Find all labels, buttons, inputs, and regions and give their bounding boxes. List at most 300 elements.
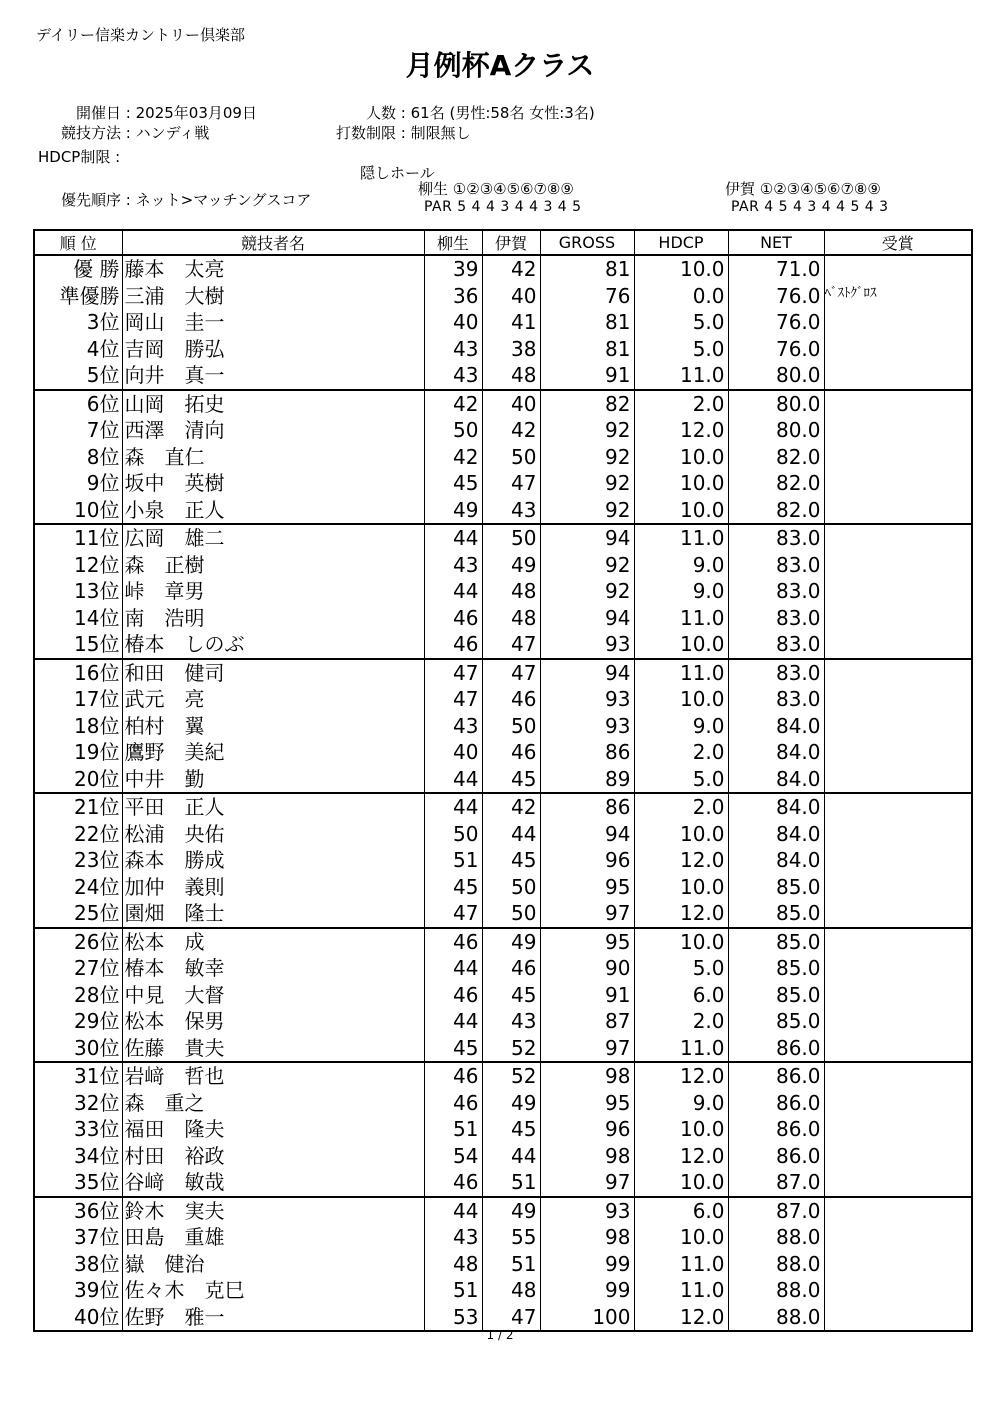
course2-score: 45 [482,766,540,794]
gross-score: 97 [540,1169,634,1197]
table-row [34,1251,972,1278]
name-cell: 平田 正人 [122,793,424,821]
meta-limit [300,122,471,143]
course1-par: PAR 5 4 4 3 4 4 3 4 5 [424,199,582,215]
rank-cell: 8位 [34,444,122,471]
gross-score: 86 [540,739,634,766]
rank-cell: 35位 [34,1169,122,1197]
count-label: 人数 [365,104,396,122]
net-score: 82.0 [728,497,824,525]
net-score: 83.0 [728,605,824,632]
rank-cell: 32位 [34,1090,122,1117]
course2-score: 50 [482,900,540,928]
course2-score: 44 [482,1143,540,1170]
hdcp-value: 5.0 [634,309,728,336]
colon: : [125,191,131,209]
course1-score: 50 [424,821,482,848]
table-row [34,362,972,390]
course1-hole-numbers: ①②③④⑤⑥⑦⑧⑨ [452,180,574,198]
course1-score: 39 [424,255,482,283]
net-score: 85.0 [728,928,824,956]
course1-score: 46 [424,1090,482,1117]
course2-score: 50 [482,524,540,552]
hdcp-value: 9.0 [634,552,728,579]
award-cell [824,1304,972,1332]
hdcp-value: 10.0 [634,821,728,848]
award-cell [824,362,972,390]
gross-score: 97 [540,900,634,928]
course1-score: 48 [424,1251,482,1278]
award-cell [824,955,972,982]
gross-score: 95 [540,1090,634,1117]
table-row [34,659,972,687]
net-score: 87.0 [728,1197,824,1225]
course1-score: 46 [424,982,482,1009]
net-score: 80.0 [728,417,824,444]
hdcp-value: 9.0 [634,1090,728,1117]
table-row [34,497,972,525]
award-cell [824,1277,972,1304]
hdcp-value: 5.0 [634,766,728,794]
net-score: 82.0 [728,470,824,497]
rank-cell: 18位 [34,713,122,740]
hdcp-value: 10.0 [634,444,728,471]
name-cell: 園畑 隆士 [122,900,424,928]
gross-score: 93 [540,631,634,659]
hdcp-value: 11.0 [634,605,728,632]
header-net: NET [728,230,824,255]
gross-score: 92 [540,578,634,605]
course2-score: 48 [482,362,540,390]
gross-score: 81 [540,255,634,283]
course1-score: 49 [424,497,482,525]
course1-score: 43 [424,713,482,740]
net-score: 86.0 [728,1090,824,1117]
award-cell [824,928,972,956]
rank-cell: 25位 [34,900,122,928]
header-award: 受賞 [824,230,972,255]
gross-score: 90 [540,955,634,982]
rank-cell: 4位 [34,336,122,363]
rank-cell: 40位 [34,1304,122,1332]
award-cell [824,1197,972,1225]
course1-holes [418,178,574,199]
table-row [34,390,972,418]
header-gross: GROSS [540,230,634,255]
course2-score: 45 [482,982,540,1009]
award-cell [824,793,972,821]
net-score: 87.0 [728,1169,824,1197]
table-row [34,1143,972,1170]
net-score: 88.0 [728,1304,824,1332]
course2-score: 47 [482,631,540,659]
name-cell: 松浦 央佑 [122,821,424,848]
rank-cell: 12位 [34,552,122,579]
meta-priority [36,189,311,210]
net-score: 86.0 [728,1062,824,1090]
header-name: 競技者名 [122,230,424,255]
hdcp-value: 2.0 [634,390,728,418]
course2-score: 51 [482,1169,540,1197]
award-cell [824,1169,972,1197]
name-cell: 吉岡 勝弘 [122,336,424,363]
hdcp-value: 6.0 [634,1197,728,1225]
table-row [34,1008,972,1035]
course1-score: 43 [424,362,482,390]
award-cell [824,900,972,928]
course2-score: 50 [482,874,540,901]
hdcp-value: 12.0 [634,1143,728,1170]
net-score: 84.0 [728,766,824,794]
hdcp-value: 10.0 [634,686,728,713]
award-cell [824,605,972,632]
count-value: 61名 (男性:58名 女性:3名) [410,104,595,122]
net-score: 83.0 [728,552,824,579]
table-row [34,1224,972,1251]
net-score: 85.0 [728,982,824,1009]
header-course2: 伊賀 [482,230,540,255]
name-cell: 椿本 しのぶ [122,631,424,659]
course1-score: 51 [424,1116,482,1143]
award-cell [824,713,972,740]
course2-score: 52 [482,1062,540,1090]
course1-score: 54 [424,1143,482,1170]
course1-score: 50 [424,417,482,444]
course2-score: 50 [482,713,540,740]
gross-score: 81 [540,336,634,363]
rank-cell: 26位 [34,928,122,956]
gross-score: 95 [540,928,634,956]
table-row [34,1035,972,1063]
course1-score: 46 [424,605,482,632]
name-cell: 南 浩明 [122,605,424,632]
course2-score: 43 [482,497,540,525]
course2-score: 47 [482,470,540,497]
award-cell [824,309,972,336]
gross-score: 98 [540,1143,634,1170]
table-row [34,605,972,632]
award-cell [824,390,972,418]
award-cell [824,1251,972,1278]
hdcp-value: 10.0 [634,255,728,283]
hdcp-value: 10.0 [634,631,728,659]
net-score: 83.0 [728,659,824,687]
gross-score: 91 [540,982,634,1009]
rank-cell: 優 勝 [34,255,122,283]
colon: : [115,148,121,166]
award-cell [824,821,972,848]
name-cell: 松本 保男 [122,1008,424,1035]
award-cell [824,631,972,659]
net-score: 80.0 [728,390,824,418]
course1-score: 53 [424,1304,482,1332]
hdcp-value: 0.0 [634,283,728,310]
rank-cell: 29位 [34,1008,122,1035]
table-header-row [34,230,972,255]
course1-score: 46 [424,1169,482,1197]
net-score: 85.0 [728,1008,824,1035]
hdcp-value: 11.0 [634,524,728,552]
table-row [34,1197,972,1225]
rank-cell: 39位 [34,1277,122,1304]
net-score: 88.0 [728,1277,824,1304]
course1-score: 43 [424,1224,482,1251]
course1-score: 44 [424,955,482,982]
course2-score: 46 [482,739,540,766]
award-cell [824,739,972,766]
name-cell: 椿本 敏幸 [122,955,424,982]
gross-score: 92 [540,470,634,497]
course1-score: 44 [424,1008,482,1035]
award-cell [824,659,972,687]
hdcp-value: 9.0 [634,578,728,605]
course1-score: 47 [424,686,482,713]
course2-score: 46 [482,686,540,713]
course2-score: 43 [482,1008,540,1035]
award-cell [824,470,972,497]
course1-score: 46 [424,631,482,659]
table-row [34,713,972,740]
net-score: 85.0 [728,900,824,928]
gross-score: 96 [540,847,634,874]
table-row [34,793,972,821]
gross-score: 91 [540,362,634,390]
hdcp-value: 10.0 [634,928,728,956]
rank-cell: 13位 [34,578,122,605]
course1-score: 44 [424,1197,482,1225]
gross-score: 92 [540,417,634,444]
date-label: 開催日 [75,104,121,122]
header-rank: 順 位 [34,230,122,255]
course1-score: 47 [424,659,482,687]
award-cell [824,255,972,283]
rank-cell: 14位 [34,605,122,632]
net-score: 76.0 [728,309,824,336]
colon: : [125,124,131,142]
hdcp-value: 10.0 [634,874,728,901]
gross-score: 81 [540,309,634,336]
hdcp-value: 12.0 [634,847,728,874]
rank-cell: 9位 [34,470,122,497]
rank-cell: 38位 [34,1251,122,1278]
course2-score: 49 [482,1197,540,1225]
hdcp-value: 6.0 [634,982,728,1009]
name-cell: 広岡 雄二 [122,524,424,552]
table-row [34,1277,972,1304]
name-cell: 小泉 正人 [122,497,424,525]
hdcp-label: HDCP制限 [38,148,111,166]
gross-score: 99 [540,1277,634,1304]
course2-score: 49 [482,1090,540,1117]
header-course1: 柳生 [424,230,482,255]
award-cell [824,1143,972,1170]
hdcp-value: 11.0 [634,1251,728,1278]
course1-score: 45 [424,874,482,901]
name-cell: 峠 章男 [122,578,424,605]
gross-score: 94 [540,524,634,552]
name-cell: 武元 亮 [122,686,424,713]
hdcp-value: 2.0 [634,739,728,766]
header-hdcp: HDCP [634,230,728,255]
table-row [34,1304,972,1332]
name-cell: 森 重之 [122,1090,424,1117]
course1-score: 51 [424,1277,482,1304]
table-row [34,309,972,336]
rank-cell: 24位 [34,874,122,901]
rank-cell: 7位 [34,417,122,444]
meta-hdcp [38,146,120,167]
rank-cell: 11位 [34,524,122,552]
award-cell [824,874,972,901]
table-row [34,739,972,766]
colon: : [400,104,406,122]
gross-score: 98 [540,1224,634,1251]
award-cell [824,847,972,874]
gross-score: 93 [540,686,634,713]
course2-holes [725,178,881,199]
hdcp-value: 5.0 [634,955,728,982]
hdcp-value: 10.0 [634,1116,728,1143]
table-row [34,524,972,552]
rank-cell: 30位 [34,1035,122,1063]
award-cell [824,524,972,552]
name-cell: 岩﨑 哲也 [122,1062,424,1090]
hdcp-value: 12.0 [634,417,728,444]
gross-score: 87 [540,1008,634,1035]
rank-cell: 37位 [34,1224,122,1251]
award-cell [824,766,972,794]
rank-cell: 36位 [34,1197,122,1225]
hdcp-value: 9.0 [634,713,728,740]
gross-score: 94 [540,659,634,687]
course2-par: PAR 4 5 4 3 4 4 5 4 3 [731,199,889,215]
course2-score: 45 [482,847,540,874]
net-score: 84.0 [728,739,824,766]
rank-cell: 33位 [34,1116,122,1143]
course1-score: 42 [424,444,482,471]
table-row [34,417,972,444]
name-cell: 向井 真一 [122,362,424,390]
award-cell [824,1224,972,1251]
net-score: 86.0 [728,1035,824,1063]
net-score: 85.0 [728,874,824,901]
hdcp-value: 12.0 [634,1304,728,1332]
net-score: 76.0 [728,283,824,310]
course1-score: 36 [424,283,482,310]
name-cell: 三浦 大樹 [122,283,424,310]
date-value: 2025年03月09日 [135,104,257,122]
award-cell [824,578,972,605]
award-cell [824,982,972,1009]
name-cell: 鈴木 実夫 [122,1197,424,1225]
net-score: 84.0 [728,713,824,740]
gross-score: 93 [540,1197,634,1225]
name-cell: 嶽 健治 [122,1251,424,1278]
net-score: 86.0 [728,1143,824,1170]
course1-score: 40 [424,309,482,336]
net-score: 76.0 [728,336,824,363]
net-score: 84.0 [728,847,824,874]
rank-cell: 17位 [34,686,122,713]
table-row [34,874,972,901]
method-label: 競技方法 [60,124,121,142]
gross-score: 86 [540,793,634,821]
rank-cell: 10位 [34,497,122,525]
rank-cell: 16位 [34,659,122,687]
course1-name: 柳生 [418,180,449,198]
award-cell [824,497,972,525]
net-score: 80.0 [728,362,824,390]
course2-score: 38 [482,336,540,363]
name-cell: 坂中 英樹 [122,470,424,497]
table-row [34,578,972,605]
award-cell [824,1062,972,1090]
course2-score: 52 [482,1035,540,1063]
award-cell [824,336,972,363]
net-score: 88.0 [728,1224,824,1251]
table-row [34,847,972,874]
course2-score: 49 [482,928,540,956]
table-row [34,552,972,579]
gross-score: 92 [540,444,634,471]
colon: : [125,104,131,122]
name-cell: 佐藤 貴夫 [122,1035,424,1063]
priority-label: 優先順序 [60,191,121,209]
hdcp-value: 12.0 [634,900,728,928]
rank-cell: 準優勝 [34,283,122,310]
table-row [34,470,972,497]
course2-score: 46 [482,955,540,982]
course1-score: 44 [424,524,482,552]
course2-score: 49 [482,552,540,579]
name-cell: 和田 健司 [122,659,424,687]
net-score: 83.0 [728,686,824,713]
table-row [34,686,972,713]
rank-cell: 21位 [34,793,122,821]
course2-score: 42 [482,793,540,821]
table-row [34,1116,972,1143]
name-cell: 中見 大督 [122,982,424,1009]
table-row [34,766,972,794]
course1-score: 44 [424,578,482,605]
hdcp-value: 11.0 [634,1035,728,1063]
rank-cell: 19位 [34,739,122,766]
table-row [34,821,972,848]
name-cell: 佐野 雅一 [122,1304,424,1332]
course1-score: 43 [424,552,482,579]
net-score: 71.0 [728,255,824,283]
course2-score: 40 [482,283,540,310]
award-cell [824,444,972,471]
course2-score: 48 [482,605,540,632]
award-cell [824,1008,972,1035]
course2-score: 41 [482,309,540,336]
name-cell: 西澤 清向 [122,417,424,444]
gross-score: 98 [540,1062,634,1090]
course1-score: 47 [424,900,482,928]
name-cell: 岡山 圭一 [122,309,424,336]
course2-score: 50 [482,444,540,471]
gross-score: 100 [540,1304,634,1332]
course2-score: 51 [482,1251,540,1278]
course1-score: 51 [424,847,482,874]
course1-score: 40 [424,739,482,766]
hdcp-value: 10.0 [634,1224,728,1251]
rank-cell: 3位 [34,309,122,336]
name-cell: 山岡 拓史 [122,390,424,418]
name-cell: 中井 勤 [122,766,424,794]
net-score: 85.0 [728,955,824,982]
